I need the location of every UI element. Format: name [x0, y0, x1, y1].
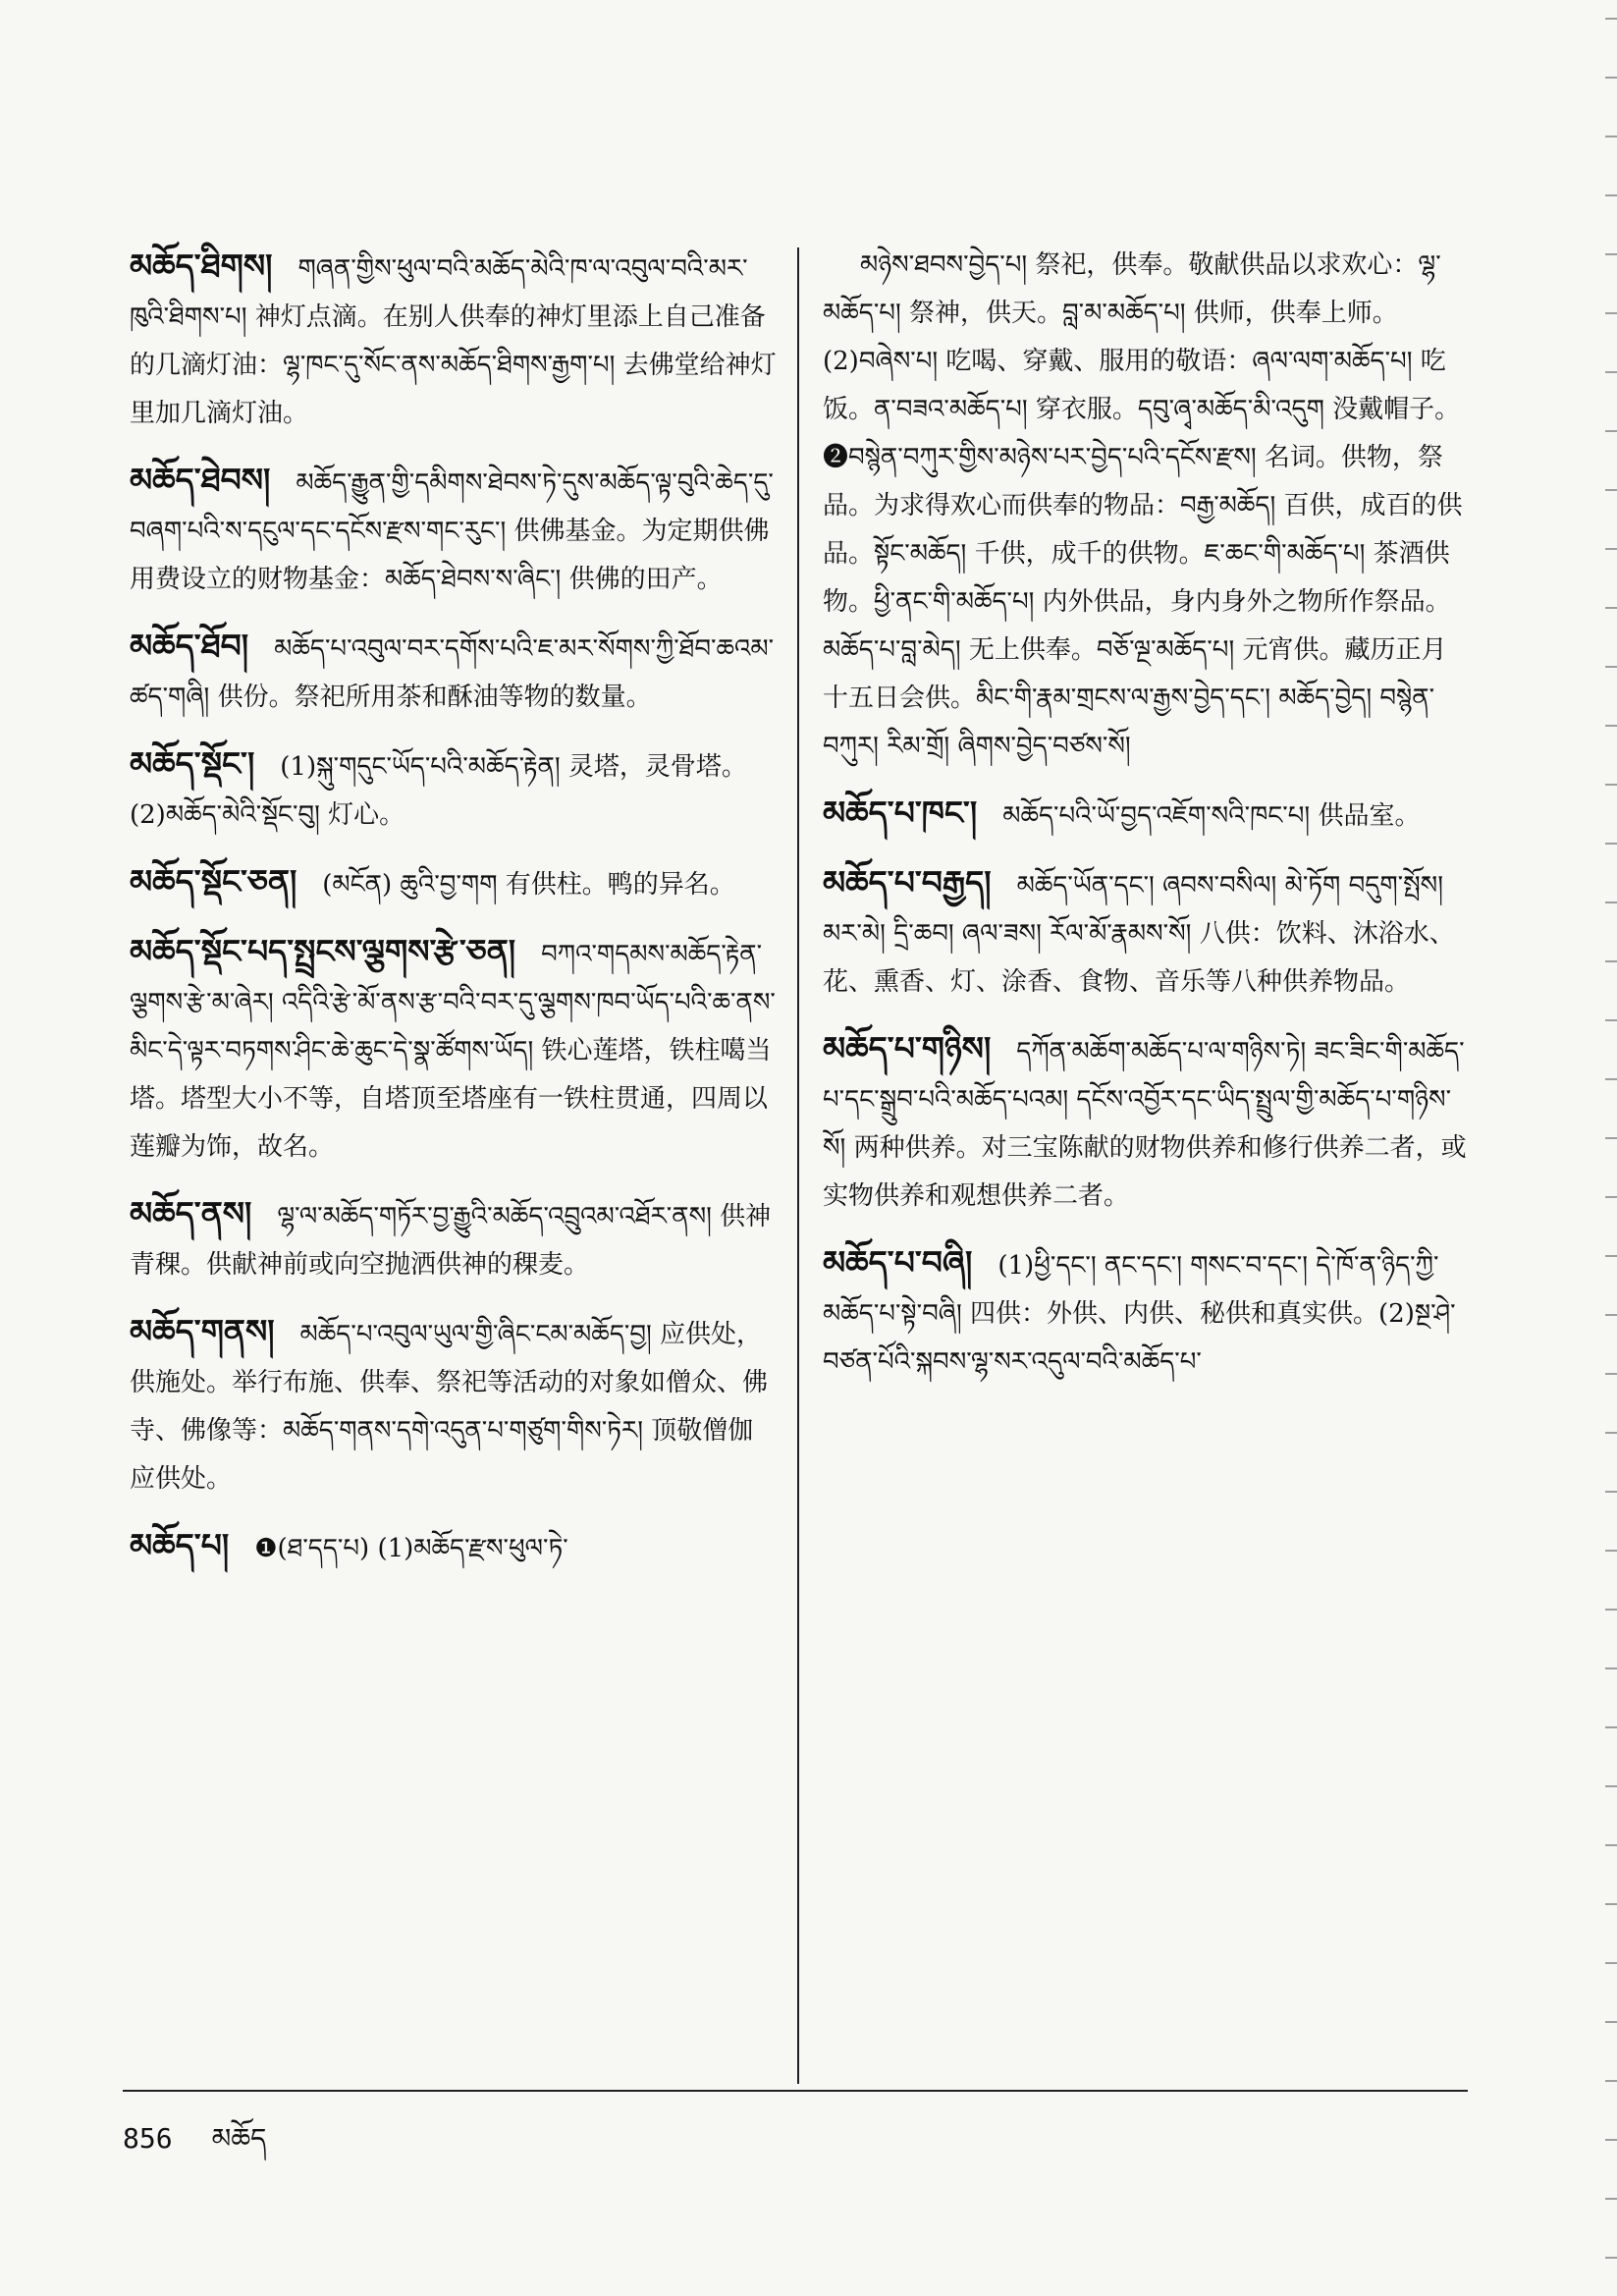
headword: མཆོད་པ་གཉིས།	[823, 1029, 992, 1067]
dictionary-entry	[130, 1521, 778, 1573]
dictionary-entry	[130, 857, 778, 909]
left-column	[130, 242, 778, 1591]
definition: མཆོད་རྒྱུན་གྱི་དམིགས་ཐེབས་ཏེ་དུས་མཆོད་ལྟ་བུའི་ཆེད་དུ་བཞག་པའི་ས་དངུལ་དང་དངོས་རྫས་གང་རུང་། 供佛基金。为定期供佛用费设立的财物基金：མཆོད་ཐེབས་ས་ཞིང་། 供佛的田产。	[130, 468, 774, 594]
definition: (1)སྐུ་གདུང་ཡོད་པའི་མཆོད་རྟེན། 灵塔，灵骨塔。(2)མཆོད་མེའི་སྡོང་བུ། 灯心。	[130, 752, 747, 830]
scan-edge-artifact	[1605, 0, 1617, 2296]
headword: མཆོད་ནས།	[130, 1194, 252, 1232]
headword: མཆོད་སྡོང་ཅན།	[130, 862, 297, 901]
dictionary-entry	[130, 456, 778, 604]
headword: མཆོད་པ་བརྒྱད།	[823, 863, 992, 902]
dictionary-entry-continued	[823, 242, 1471, 771]
dictionary-entry	[823, 858, 1471, 1007]
column-divider	[797, 247, 799, 2084]
dictionary-entry	[130, 1307, 778, 1503]
headword: མཆོད་ཐོབ།	[130, 627, 249, 665]
footer-rule	[123, 2090, 1468, 2092]
dictionary-entry	[130, 927, 778, 1172]
definition: མཉེས་ཐབས་བྱེད་པ། 祭祀，供奉。敬献供品以求欢心：ལྷ་མཆོད་པ། 祭神，供天。བླ་མ་མཆོད་པ། 供师，供奉上师。(2)བཞེས་པ། 吃喝、穿戴、服用的敬语：ཞལ་ལག་མཆོད་པ། 吃饭。ན་བཟའ་མཆོད་པ། 穿衣服。དབུ་ཞྭ་མཆོད་མི་འདུག 没戴帽子。❷བསྙེན་བཀུར་གྱིས་མཉེས་པར་བྱེད་པའི་དངོས་རྫས། 名词。供物，祭品。为求得欢心而供奉的物品：བརྒྱ་མཆོད། 百供，成百的供品。སྟོང་མཆོད། 千供，成千的供物。ཇ་ཆང་གི་མཆོད་པ། 茶酒供物。ཕྱི་ནང་གི་མཆོད་པ། 内外供品，身内身外之物所作祭品。མཆོད་པ་བླ་མེད། 无上供奉。བཅོ་ལྔ་མཆོད་པ། 元宵供。藏历正月十五日会供。མིང་གི་རྣམ་གྲངས་ལ་རྒྱས་བྱེད་དང་། མཆོད་བྱེད། བསྙེན་བཀུར། རིམ་གྲོ། ཞིགས་བྱེད་བཙས་སོ།	[823, 250, 1463, 761]
page-footer	[123, 2107, 266, 2185]
dictionary-entry	[130, 242, 778, 438]
headword: མཆོད་ཐིགས།	[130, 246, 273, 285]
definition: མཆོད་པའི་ཡོ་བྱད་འཇོག་སའི་ཁང་པ། 供品室。	[1002, 801, 1421, 831]
definition: དཀོན་མཆོག་མཆོད་པ་ལ་གཉིས་ཏེ། ཟང་ཟིང་གི་མཆོད་པ་དང་སྒྲུབ་པའི་མཆོད་པའམ། དངོས་འབྱོར་དང་ཡིད་སྤྲུལ་གྱི་མཆོད་པ་གཉིས་སོ། 两种供养。对三宝陈献的财物供养和修行供养二者，或实物供养和观想供养二者。	[823, 1037, 1467, 1211]
running-head: མཆོད	[211, 2122, 267, 2155]
dictionary-entry	[130, 1189, 778, 1289]
dictionary-entry	[130, 739, 778, 840]
dictionary-entry	[823, 1024, 1471, 1221]
definition: ❶(ཐ་དད་པ) (1)མཆོད་རྫས་ཕུལ་ཏེ་	[254, 1534, 568, 1563]
definition: མཆོད་པ་འབུལ་ཡུལ་གྱི་ཞིང་ངམ་མཆོད་བྱ། 应供处，供施处。举行布施、供奉、祭祀等活动的对象如僧众、佛寺、佛像等：མཆོད་གནས་དགེ་འདུན་པ་གཙུག་གིས་ཏེར། 顶敬僧伽应供处。	[130, 1320, 769, 1494]
page-number: 856	[123, 2122, 173, 2155]
definition: གཞན་གྱིས་ཕུལ་བའི་མཆོད་མེའི་ཁ་ལ་འབུལ་བའི་མར་ཁུའི་ཐིགས་པ། 神灯点滴。在别人供奉的神灯里添上自己准备的几滴灯油：ལྷ་ཁང་དུ་སོང་ནས་མཆོད་ཐིགས་རྒྱག་པ། 去佛堂给神灯里加几滴灯油。	[130, 254, 777, 428]
headword: མཆོད་པ་ཁང་།	[823, 793, 978, 832]
right-column	[823, 242, 1471, 1404]
definition: མཆོད་པ་འབུལ་བར་དགོས་པའི་ཇ་མར་སོགས་ཀྱི་ཐོབ་ཆའམ་ཚད་གཞི། 供份。祭祀所用茶和酥油等物的数量。	[130, 634, 775, 712]
headword: མཆོད་སྡོང་།	[130, 744, 255, 783]
definition: (མངོན) ཆུའི་བྱ་གག 有供柱。鸭的异名。	[322, 870, 735, 900]
definition: བཀའ་གདམས་མཆོད་རྟེན་ལྕགས་རྩེ་མ་ཞེར། འདིའི་རྩེ་མོ་ནས་རྩ་བའི་བར་དུ་ལྕགས་ཁབ་ཡོད་པའི་ཆ་ནས་མིང་དེ་ལྟར་བཏགས་ཤིང་ཆེ་ཆུང་དེ་སྣ་ཚོགས་ཡོད། 铁心莲塔，铁柱噶当塔。塔型大小不等，自塔顶至塔座有一铁柱贯通，四周以莲瓣为饰，故名。	[130, 940, 776, 1162]
definition: (1)ཕྱི་དང་། ནང་དང་། གསང་བ་དང་། དེ་ཁོ་ན་ཉིད་ཀྱི་མཆོད་པ་སྟེ་བཞི། 四供：外供、内供、秘供和真实供。(2)སྔ་ཤེ་བཙན་པོའི་སྐབས་ལྷ་སར་འདུལ་བའི་མཆོད་པ་	[823, 1251, 1456, 1377]
headword: མཆོད་པ་བཞི།	[823, 1243, 973, 1282]
dictionary-entry	[130, 622, 778, 722]
headword: མཆོད་པ།	[130, 1526, 230, 1564]
headword: མཆོད་གནས།	[130, 1312, 275, 1350]
definition: ལྷ་ལ་མཆོད་གཏོར་བྱ་རྒྱུའི་མཆོད་འབྲུའམ་འཐོར་ནས། 供神青稞。供献神前或向空抛洒供神的稞麦。	[130, 1202, 772, 1280]
definition: མཆོད་ཡོན་དང་། ཞབས་བསིལ། མེ་ཏོག བདུག་སྤོས། མར་མེ། དྲི་ཆབ། ཞལ་ཟས། རོལ་མོ་རྣམས་སོ། 八供：饮料、沐浴水、花、熏香、灯、涂香、食物、音乐等八种供养物品。	[823, 871, 1455, 997]
dictionary-entry	[823, 789, 1471, 841]
headword: མཆོད་སྡོང་པད་སྤྲངས་ལྕགས་རྩེ་ཅན།	[130, 932, 516, 970]
dictionary-entry	[823, 1238, 1471, 1387]
headword: མཆོད་ཐེབས།	[130, 461, 271, 499]
